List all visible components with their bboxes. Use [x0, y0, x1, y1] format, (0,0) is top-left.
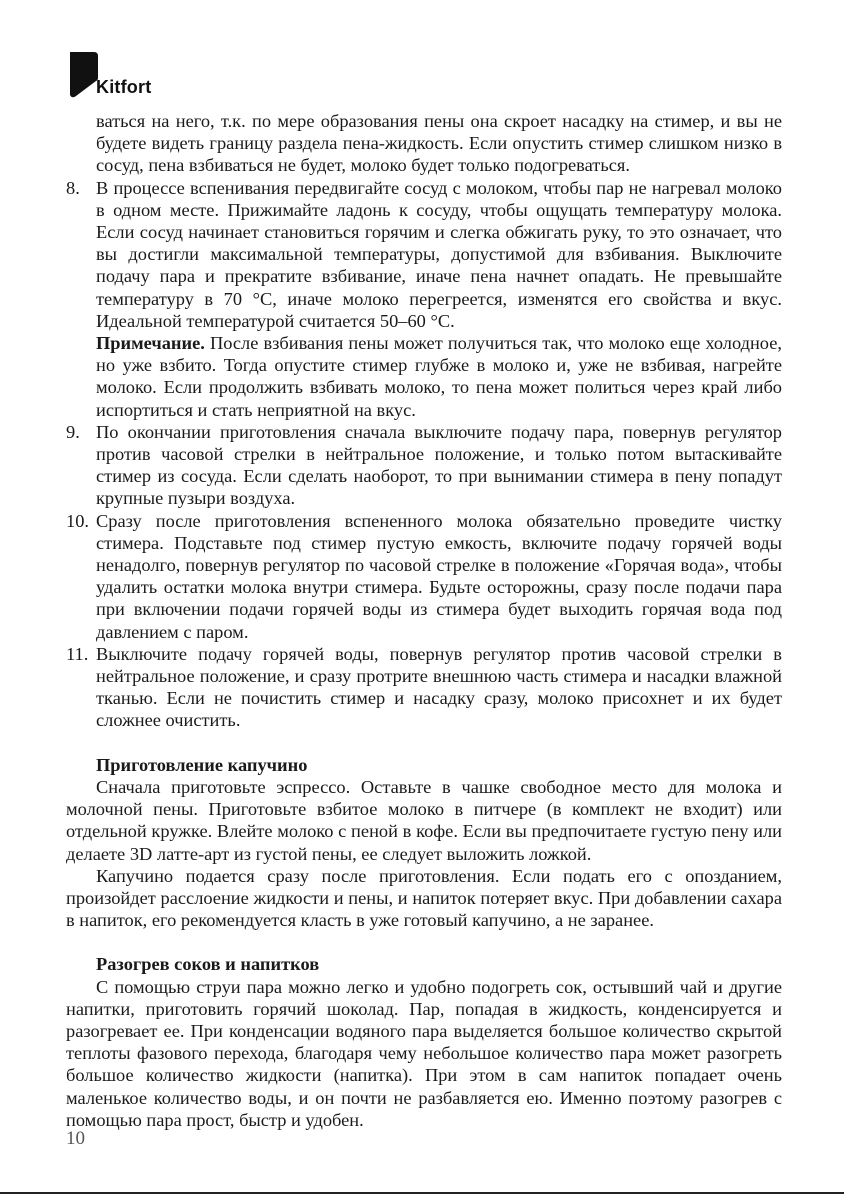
list-item-9: [66, 421, 782, 510]
page-number: 10: [66, 1128, 85, 1149]
brand-name: Kitfort: [96, 77, 152, 97]
body-paragraph: Капучино подается сразу после приготовления. Если подать его с опозданием, произойдет расслоение жидкости и пены, и напиток потеряет вкус. При добавлении сахара в напиток, его рекомендуется класть в уже готовый капучино, а не заранее.: [66, 865, 782, 931]
body-paragraph: Сначала приготовьте эспрессо. Оставьте в чашке свободное место для молока и молочной пены. Приготовьте взбитое молоко в питчере (в комплект не входит) или отдельной кружке. Влейте молоко с пеной в кофе. Если вы предпочитаете густую пену или делаете 3D латте-арт из густой пены, ее следует выложить ложкой.: [66, 776, 782, 864]
bottom-rule: [0, 1192, 844, 1194]
section-heading-cappuccino: Приготовление капучино: [96, 754, 308, 775]
intro-continuation: ваться на него, т.к. по мере образования пены она скроет насадку на стимер, и вы не будете видеть границу раздела пена-жидкость. Если опустить стимер слишком низко в сосуд, пена взбиваться не будет, молоко будет только подогреваться.: [96, 111, 782, 176]
note-paragraph: [66, 332, 782, 421]
item-text: Сразу после приготовления вспененного молока обязательно проведите чистку стимера. Подставьте под стимер пустую емкость, включите подачу горячей воды ненадолго, повернув регулятор по часовой стрелке в положение «Горячая вода», чтобы удалить остатки молока внутри стимера. Будьте осторожны, сразу после подачи пара при включении подачи горячей воды из стимера будет выходить горячая вода под давлением с паром.: [96, 510, 782, 642]
page-content: [66, 110, 782, 1131]
list-item-10: [66, 510, 782, 643]
kitfort-logo-icon: [66, 50, 100, 100]
item-number: 11.: [66, 643, 89, 664]
note-text: После взбивания пены может получиться так, что молоко еще холодное, но уже взбито. Тогда опустите стимер глубже в молоко и, уже не взбивая, нагрейте молоко. Если продолжить взбивать молоко, то пена может политься через край либо испортиться и стать неприятной на вкус.: [96, 333, 782, 420]
item-text: В процессе вспенивания передвигайте сосуд с молоком, чтобы пар не нагревал молоко в одном месте. Прижимайте ладонь к сосуду, чтобы ощущать температуру молока. Если сосуд начинает становиться горячим и слегка обжигать руку, то это означает, что вы достигли максимальной температуры, допустимой для взбивания. Выключите подачу пара и прекратите взбивание, иначе пена начнет опадать. Не превышайте температуру в 70 °С, иначе молоко перегреется, изменятся его свойства и вкус. Идеальной температурой считается 50–60 °С.: [96, 177, 782, 331]
body-paragraph: С помощью струи пара можно легко и удобно подогреть сок, остывший чай и другие напитки, приготовить горячий шоколад. Пар, попадая в жидкость, конденсируется и разогревает ее. При конденсации водяного пара выделяется большое количество скрытой теплоты фазового перехода, благодаря чему небольшое количество пара может разогреть большое количество жидкости (напитка). При этом в сам напиток попадает очень маленькое количество воды, и он почти не разбавляется ею. Именно поэтому разогрев с помощью пара прост, быстр и удобен.: [66, 976, 782, 1130]
item-text: По окончании приготовления сначала выключите подачу пара, повернув регулятор против часовой стрелки в нейтральное положение, и только потом вытаскивайте стимер из сосуда. Если сделать наоборот, то при вынимании стимера в пену попадут крупные пузыри воздуха.: [96, 421, 782, 509]
item-number: 10.: [66, 510, 89, 531]
item-text: Выключите подачу горячей воды, повернув регулятор против часовой стрелки в нейтральное положение, и сразу протрите внешнюю часть стимера и насадки влажной тканью. Если не почистить стимер и насадку сразу, молоко присохнет и их будет сложнее очистить.: [96, 643, 782, 731]
note-label: Примечание.: [96, 333, 205, 354]
section-heading-heating: Разогрев соков и напитков: [96, 954, 320, 975]
item-number: 8.: [66, 177, 80, 198]
kitfort-logo: [66, 50, 206, 102]
list-item-11: [66, 643, 782, 732]
list-item-8: [66, 177, 782, 332]
item-number: 9.: [66, 421, 80, 442]
